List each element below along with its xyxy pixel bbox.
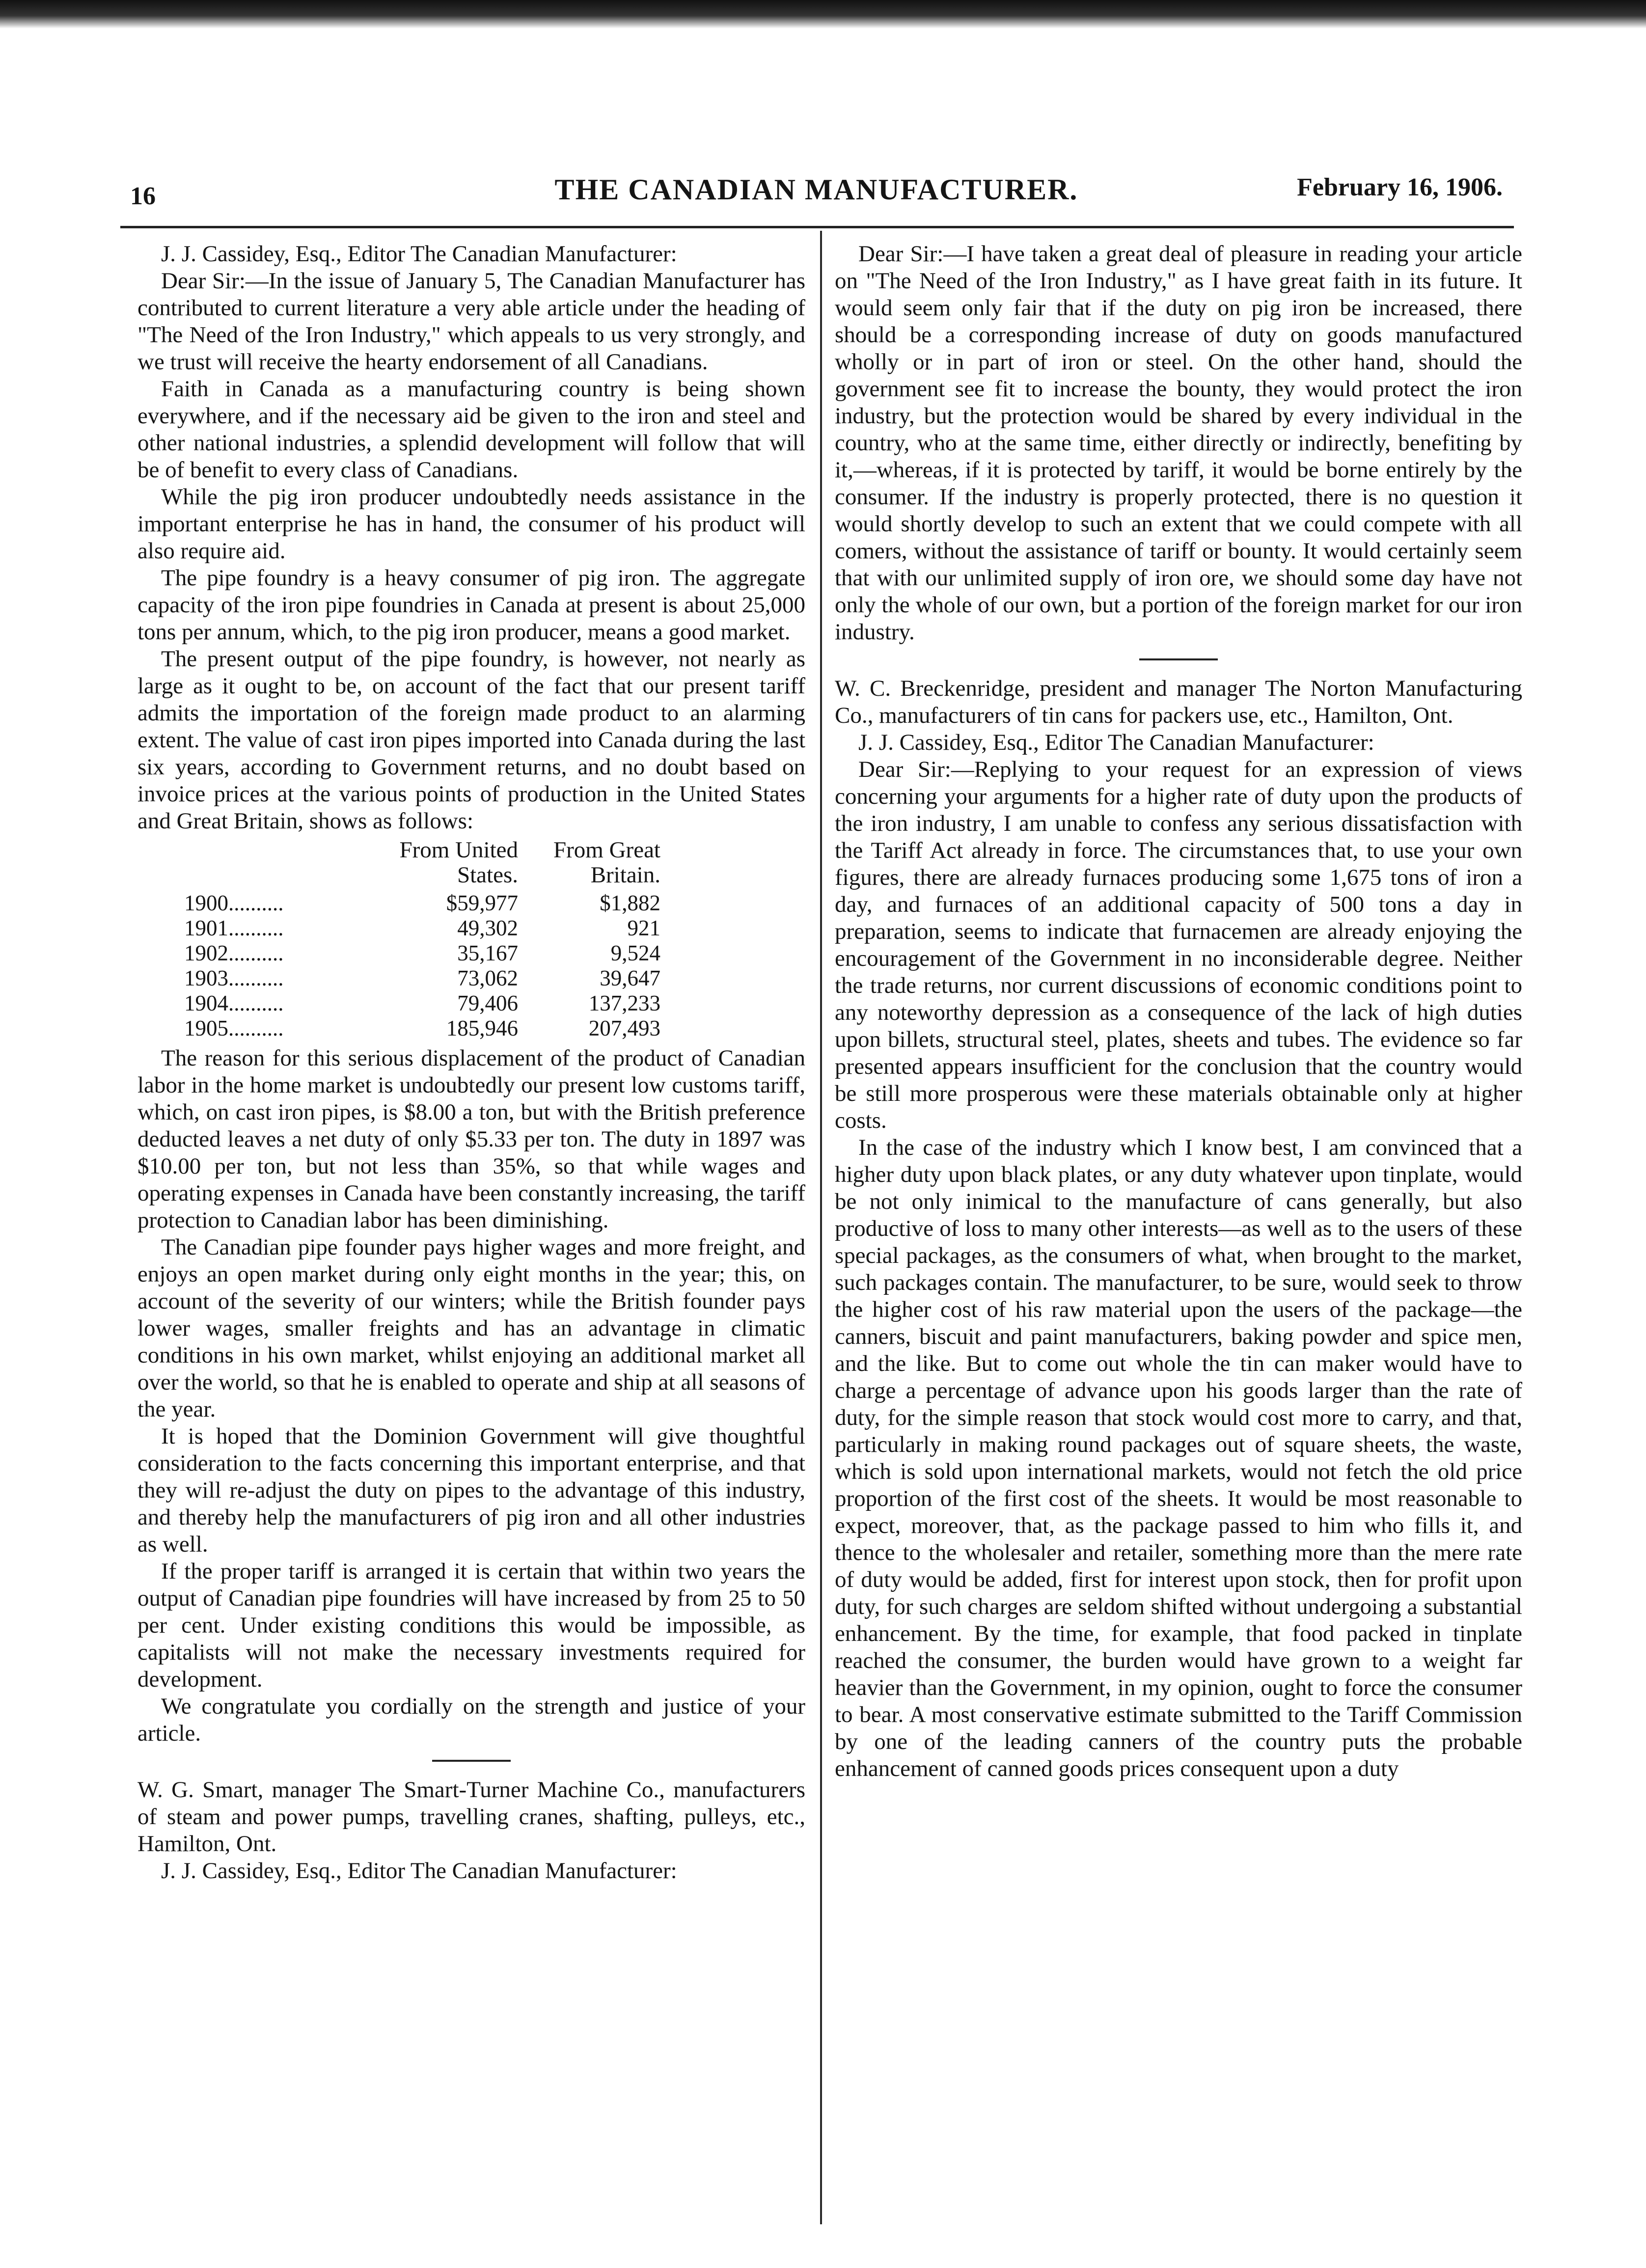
paragraph: If the proper tariff is arranged it is certain that within two years the output of Canadian pipe foundries will have increased by from 25 to 50 per cent. Under existing conditions this would be impossible, as capitalists will not make the necessary investments required for development. [137,1558,805,1692]
gb-value: 137,233 [588,991,660,1015]
us-value: 185,946 [446,1016,518,1040]
paragraph: It is hoped that the Dominion Government will give thoughtful consideration to the facts concerning this important enterprise, and that they will re-adjust the duty on pipes to the advantage of this industry, and thereby help the manufacturers of pig iron and all other industries as well. [137,1423,805,1557]
us-value: 73,062 [457,966,518,990]
salutation: J. J. Cassidey, Esq., Editor The Canadian Manufacturer: [161,241,677,267]
us-value: 35,167 [457,941,518,965]
table-corner [184,838,395,891]
header-rule [120,226,1514,228]
us-value: $59,977 [446,891,518,915]
page-number: 16 [130,182,156,210]
us-value: 49,302 [457,916,518,940]
paragraph: In the case of the industry which I know best, I am convinced that a higher duty upon black plates, or any duty whatever upon tinplate, would be not only inimical to the manufacture of cans generally, but also productive of loss to many other interests—as well as to the users of these special packages, as the consumers of what, when brought to the market, such packages contain. The manufacturer, to be sure, would seek to throw the higher cost of his raw material upon the users of the package—the canners, biscuit and paint manufacturers, baking powder and spice men, and the like. But to come out whole the tin can maker would have to charge a percentage of advance upon his goods larger than the rate of duty, for the simple reason that stock would cost more to carry, and that, particularly in making round packages out of square sheets, the waste, which is sold upon international markets, would not fetch the old price proportion of the first cost of the sheets. It would be most reasonable to expect, moreover, that, as the package passed to him who fills it, and thence to the wholesaler and retailer, something more than the mere rate of duty would be added, first for interest upon stock, then for profit upon duty, for such charges are seldom shifted without undergoing a substantial enhancement. By the time, for example, that food packed in tinplate reached the consumer, the burden would have grown to a weight far heavier than the Government, in my opinion, ought to force the consumer to bear. A most conservative estimate submitted to the Tariff Commission by one of the leading canners of the country puts the probable enhancement of canned goods prices consequent upon a duty [835,1135,1522,1781]
year-cell: 1903.......... [184,966,284,990]
page-header [130,167,1503,216]
table-row [184,916,660,941]
issue-date: February 16, 1906. [1297,173,1503,201]
right-column [835,241,1522,1782]
table-row [184,1016,660,1041]
publication-title: THE CANADIAN MANUFACTURER. [554,173,1078,206]
paragraph: The present output of the pipe foundry, is however, not nearly as large as it ought to be, on account of the fact that our present tariff admits the importation of the foreign made product to an alarming extent. The value of cast iron pipes imported into Canada during the last six years, according to Government returns, and no doubt based on invoice prices at the various points of production in the United States and Great Britain, shows as follows: [137,646,805,834]
year-cell: 1900.......... [184,891,284,915]
imports-table [184,838,660,1041]
table-header-row [184,838,660,891]
left-column [137,241,805,1885]
letter-intro: W. G. Smart, manager The Smart-Turner Machine Co., manufacturers of steam and power pumps, travelling cranes, shafting, pulleys, etc., Hamilton, Ont. [137,1777,805,1857]
section-separator [432,1760,511,1762]
us-value: 79,406 [457,991,518,1015]
year-cell: 1902.......... [184,941,284,965]
paragraph: Faith in Canada as a manufacturing country is being shown everywhere, and if the necessary aid be given to the iron and steel and other national industries, a splendid development will follow that will be of benefit to every class of Canadians. [137,376,805,483]
paragraph: Dear Sir:—In the issue of January 5, The Canadian Manufacturer has contributed to current literature a very able article under the heading of "The Need of the Iron Industry," which appeals to us very strongly, and we trust will receive the hearty endorsement of all Canadians. [137,268,805,375]
gb-value: 921 [627,916,660,940]
column-divider [820,231,822,2224]
year-cell: 1904.......... [184,991,284,1015]
column-header-us: From United States. [399,837,518,888]
paragraph: The pipe foundry is a heavy consumer of pig iron. The aggregate capacity of the iron pipe foundries in Canada at present is about 25,000 tons per annum, which, to the pig iron producer, means a good market. [137,565,805,645]
paragraph: Dear Sir:—I have taken a great deal of pleasure in reading your article on "The Need of the Iron Industry," as I have great faith in its future. It would seem only fair that if the duty on pig iron be increased, there should be a corresponding increase of duty on goods manufactured wholly or in part of iron or steel. On the other hand, should the government see fit to increase the bounty, they would protect the iron industry, but the protection would be shared by every individual in the country, who at the same time, either directly or indirectly, benefiting by it,—whereas, if it is protected by tariff, it would be borne entirely by the consumer. If the industry is properly protected, there is no question it would shortly develop to such an extent that we could compete with all comers, without the assistance of tariff or bounty. It would certainly seem that with our unlimited supply of iron ore, we should some day have not only the whole of our own, but a portion of the foreign market for our iron industry. [835,241,1522,645]
gb-value: $1,882 [600,891,660,915]
paragraph: Dear Sir:—Replying to your request for an expression of views concerning your arguments for a higher rate of duty upon the products of the iron industry, I am unable to confess any serious dissatisfaction with the Tariff Act already in force. The circumstances that, to use your own figures, there are already furnaces producing some 1,675 tons of iron a day, and furnaces of an additional capacity of 500 tons a day in preparation, seems to indicate that furnacemen are already enjoying the encouragement of the Government in no inconsiderable degree. Neither the trade returns, nor current discussions of economic conditions point to any noteworthy depression as a consequence of the lack of high duties upon billets, structural steel, plates, sheets and tubes. The evidence so far presented appears insufficient for the conclusion that the country would be still more prosperous were these materials obtainable only at higher costs. [835,757,1522,1133]
table-row [184,966,660,991]
paragraph: We congratulate you cordially on the strength and justice of your article. [137,1694,805,1746]
letter-intro: W. C. Breckenridge, president and manager The Norton Manufacturing Co., manufacturers of tin cans for packers use, etc., Hamilton, Ont. [835,676,1522,728]
year-cell: 1905.......... [184,1016,284,1040]
column-header-gb: From Great Britain. [553,837,660,888]
gb-value: 207,493 [588,1016,660,1040]
table-row [184,941,660,966]
table-row [184,891,660,916]
paragraph: The Canadian pipe founder pays higher wages and more freight, and enjoys an open market during only eight months in the year; this, on account of the severity of our winters; while the British founder pays lower wages, smaller freights and has an advantage in climatic conditions in his own market, whilst enjoying an additional market all over the world, so that he is enabled to operate and ship at all seasons of the year. [137,1234,805,1422]
table-row [184,991,660,1016]
paragraph: The reason for this serious displacement of the product of Canadian labor in the home market is undoubtedly our present low customs tariff, which, on cast iron pipes, is $8.00 a ton, but with the British preference deducted leaves a net duty of only $5.33 per ton. The duty in 1897 was $10.00 per ton, but not less than 35%, so that while wages and operating expenses in Canada have been constantly increasing, the tariff protection to Canadian labor has been diminishing. [137,1045,805,1233]
salutation: J. J. Cassidey, Esq., Editor The Canadian Manufacturer: [858,730,1374,755]
gb-value: 9,524 [610,941,660,965]
year-cell: 1901.......... [184,916,284,940]
salutation: J. J. Cassidey, Esq., Editor The Canadian Manufacturer: [161,1858,677,1884]
gb-value: 39,647 [600,966,660,990]
section-separator [1139,658,1218,660]
scan-edge [0,0,1646,28]
paragraph: While the pig iron producer undoubtedly needs assistance in the important enterprise he has in hand, the consumer of his product will also require aid. [137,484,805,564]
